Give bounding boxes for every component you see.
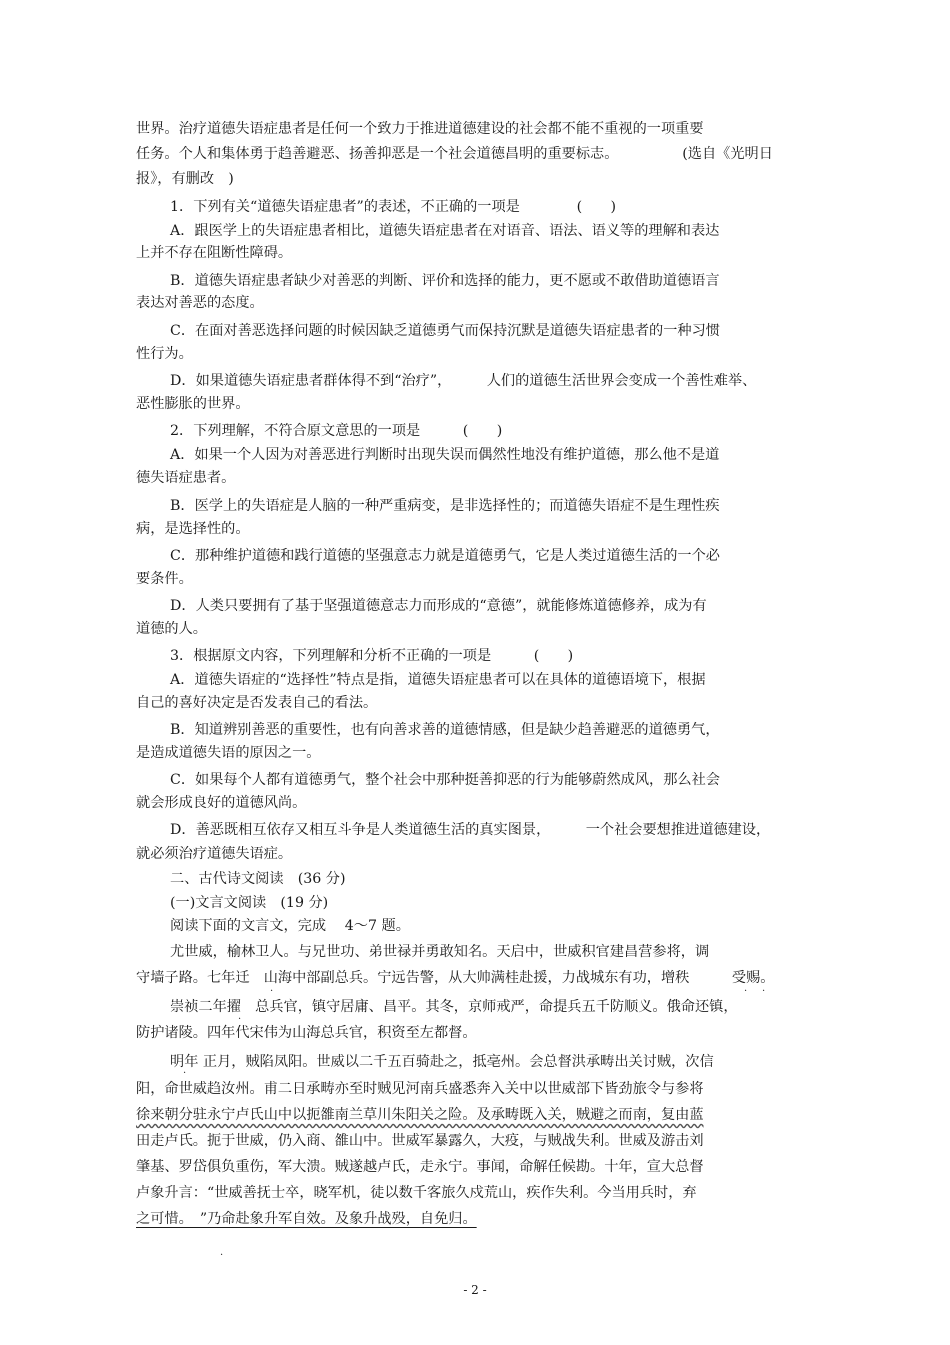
text-line: 是造成道德失语的原因之一。 xyxy=(136,745,321,761)
emphasis-dot: · xyxy=(183,1068,187,1079)
text-line: 恶性膨胀的世界。 xyxy=(136,396,250,412)
text-line: 表达对善恶的态度。 xyxy=(136,295,264,311)
classical-text-line: 明年 正月，贼陷凤阳。世威以二千五百骑赴之，抵亳州。会总督洪承畴出关讨贼，次信 xyxy=(170,1054,714,1070)
classical-text-line: 阳，命世威趋汝州。甫二日承畴亦至时贼见河南兵盛悉奔入关中以世威部下皆劲旅令与参将 xyxy=(136,1081,704,1097)
classical-text-line: 卢象升言：“世威善抚士卒，晓军机，徒以数千客旅久戍荒山，疾作失利。今当用兵时，弃 xyxy=(136,1185,697,1201)
classical-text-line: 尤世威，榆林卫人。与兄世功、弟世禄并勇敢知名。天启中，世威积官建昌营参将，调 xyxy=(170,944,710,960)
question-3: 3．根据原文内容，下列理解和分析不正确的一项是 ( ) xyxy=(170,648,574,664)
subsection-heading: (一)文言文阅读 (19 分) xyxy=(170,895,329,911)
option-a: A．跟医学上的失语症患者相比，道德失语症患者在对语音、语法、语义等的理解和表达 xyxy=(170,223,720,239)
option-a: A．道德失语症的“选择性”特点是指，道德失语症患者可以在具体的道德语境下，根据 xyxy=(170,672,706,688)
classical-text-line: 守墙子路。七年迁 山海中部副总兵。宁远告警，从大帅满桂赴援，力战城东有功，增秩 受赐。 xyxy=(136,970,775,986)
option-b: B．道德失语症患者缺少对善恶的判断、评价和选择的能力，更不愿或不敢借助道德语言 xyxy=(170,273,720,289)
question-2: 2．下列理解，不符合原文意思的一项是 ( ) xyxy=(170,423,503,439)
classical-text-line: 田走卢氏。扼于世威，仍入商、雒山中。世威军暴露久，大疫，与贼战失利。世威及游击刘 xyxy=(136,1133,704,1149)
emphasis-dot: · xyxy=(270,986,274,997)
option-c: C．那种维护道德和践行道德的坚强意志力就是道德勇气，它是人类过道德生活的一个必 xyxy=(170,548,720,564)
text-line: 就会形成良好的道德风尚。 xyxy=(136,795,307,811)
text-line: 道德的人。 xyxy=(136,621,207,637)
text-line: 世界。治疗道德失语症患者是任何一个致力于推进道德建设的社会都不能不重视的一项重要 xyxy=(136,121,704,137)
option-d: D．如果道德失语症患者群体得不到“治疗”， 人们的道德生活世界会变成一个善性难举、 xyxy=(170,373,757,389)
emphasis-dot: · xyxy=(238,1014,242,1025)
classical-text-line: 防护诸陵。四年代宋伟为山海总兵官，积资至左都督。 xyxy=(136,1025,477,1041)
emphasis-dot: · xyxy=(762,986,766,997)
option-b: B．医学上的失语症是人脑的一种严重病变，是非选择性的；而道德失语症不是生理性疾 xyxy=(170,498,720,514)
section-heading: 二、古代诗文阅读 (36 分) xyxy=(170,871,346,887)
text-line: 要条件。 xyxy=(136,571,193,587)
option-b: B．知道辨别善恶的重要性，也有向善求善的道德情感，但是缺少趋善避恶的道德勇气， xyxy=(170,722,720,738)
text-line: 性行为。 xyxy=(136,346,193,362)
option-d: D．人类只要拥有了基于坚强道德意志力而形成的“意德”，就能修炼道德修养，成为有 xyxy=(170,598,707,614)
classical-text-line: 崇祯二年擢 总兵官，镇守居庸、昌平。其冬，京师戒严，命提兵五千防顺义。俄命还镇， xyxy=(170,999,738,1015)
text-line: 自己的喜好决定是否发表自己的看法。 xyxy=(136,695,378,711)
text-line: 报》，有删改 ) xyxy=(136,171,234,187)
text-line: 上并不存在阻断性障碍。 xyxy=(136,245,293,261)
option-c: C．如果每个人都有道德勇气，整个社会中那种挺善抑恶的行为能够蔚然成风，那么社会 xyxy=(170,772,720,788)
instruction-line: 阅读下面的文言文，完成 4～7 题。 xyxy=(170,918,410,934)
option-a: A．如果一个人因为对善恶进行判断时出现失误而偶然性地没有维护道德，那么他不是道 xyxy=(170,447,720,463)
classical-text-line: 肇基、罗岱俱负重伤，军大溃。贼遂越卢氏，走永宁。事闻，命解任候勘。十年，宣大总督 xyxy=(136,1159,704,1175)
text-line: 就必须治疗道德失语症。 xyxy=(136,846,293,862)
option-c: C．在面对善恶选择问题的时候因缺乏道德勇气而保持沉默是道德失语症患者的一种习惯 xyxy=(170,323,720,339)
text-line: 病，是选择性的。 xyxy=(136,521,250,537)
text-line: 任务。个人和集体勇于趋善避恶、扬善抑恶是一个社会道德昌明的重要标志。 (选自《光明日 xyxy=(136,146,773,162)
wavy-underlined-line: 徐来朝分驻永宁卢氏山中以扼雒南兰草川朱阳关之险。及承畴既入关，贼避之而南，复由蓝 xyxy=(136,1107,704,1123)
text-line: 德失语症患者。 xyxy=(136,470,236,486)
page-number: - 2 - xyxy=(463,1283,487,1297)
emphasis-dot: · xyxy=(744,986,748,997)
emphasis-dot: · xyxy=(220,1250,224,1261)
underlined-line: 之可惜。 ”乃命赴象升军自效。及象升战殁，自免归。 xyxy=(136,1211,477,1227)
option-d: D．善恶既相互依存又相互斗争是人类道德生活的真实图景， 一个社会要想推进道德建设， xyxy=(170,822,771,838)
question-1: 1．下列有关“道德失语症患者”的表述，不正确的一项是 ( ) xyxy=(170,199,617,215)
